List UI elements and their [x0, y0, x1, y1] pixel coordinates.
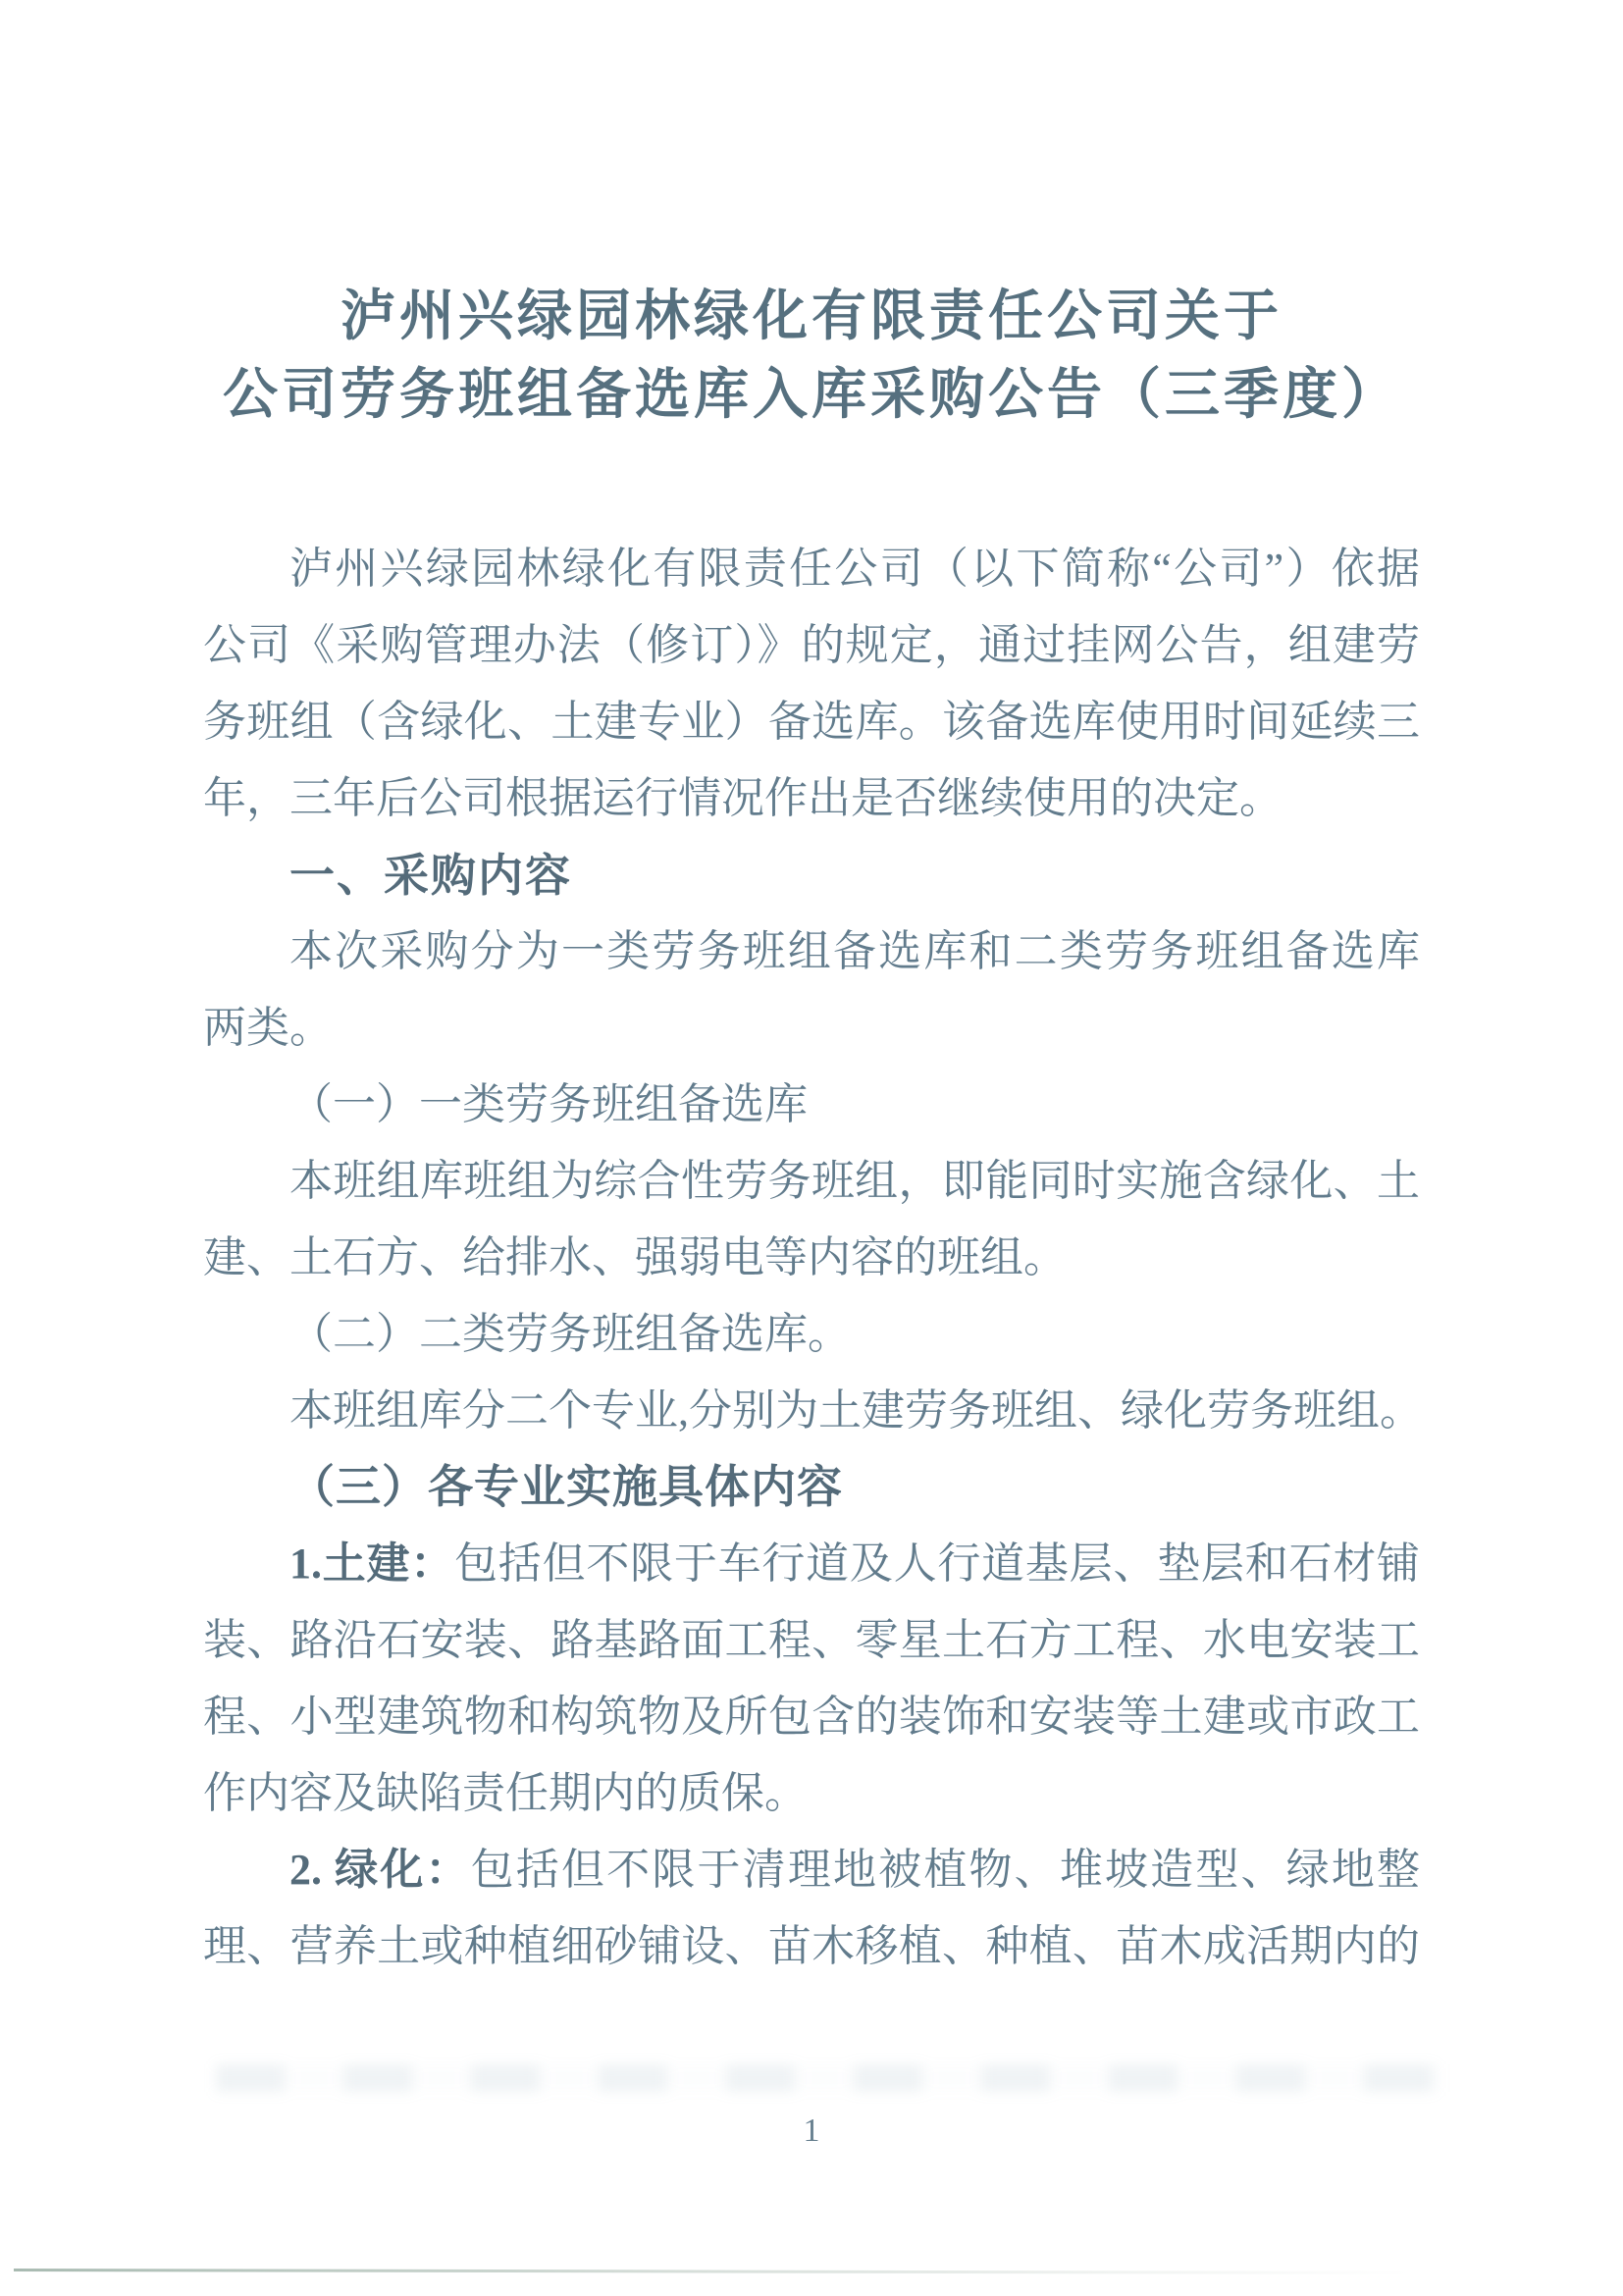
line-text: 本班组库班组为综合性劳务班组，即能同时实施含绿化、土 [289, 1157, 1420, 1205]
document-text-line [203, 913, 1420, 990]
line-text: 理、营养土或种植细砂铺设、苗木移植、种植、苗木成活期内的 [203, 1922, 1420, 1970]
document-text-line [203, 1296, 1420, 1373]
line-text: 年，三年后公司根据运行情况作出是否继续使用的决定。 [203, 774, 1283, 822]
line-text: 装、路沿石安装、路基路面工程、零星土石方工程、水电安装工 [203, 1616, 1420, 1664]
line-text: 本次采购分为一类劳务班组备选库和二类劳务班组备选库 [289, 927, 1420, 975]
document-text-line [203, 1908, 1420, 1985]
document-text-line [203, 1143, 1420, 1220]
line-text: 建、土石方、给排水、强弱电等内容的班组。 [203, 1233, 1067, 1281]
document-text-line [203, 1220, 1420, 1296]
document-text-line [203, 684, 1420, 760]
line-text: （一）一类劳务班组备选库 [289, 1080, 808, 1128]
document-text-line [203, 990, 1420, 1067]
document-text-line [203, 607, 1420, 684]
document-text-line [203, 1755, 1420, 1832]
line-text: （二）二类劳务班组备选库。 [289, 1310, 851, 1358]
document-title-line-2: 公司劳务班组备选库入库采购公告（三季度） [223, 363, 1400, 425]
page-number: 1 [803, 2113, 820, 2149]
document-text-line [203, 1067, 1420, 1143]
line-text: 作内容及缺陷责任期内的质保。 [203, 1769, 808, 1817]
line-text: 程、小型建筑物和构筑物及所包含的装饰和安装等土建或市政工 [203, 1693, 1420, 1741]
document-text-line [203, 837, 1420, 913]
document-text-line [203, 1449, 1420, 1526]
line-text: （三）各专业实施具体内容 [289, 1462, 843, 1512]
document-text-line [203, 760, 1420, 837]
document-text-line [203, 1602, 1420, 1679]
line-text: 一、采购内容 [289, 850, 572, 901]
scan-artifact-line [14, 2269, 1411, 2274]
document-text-line [203, 1832, 1420, 1908]
line-text: 本班组库分二个专业,分别为土建劳务班组、绿化劳务班组。 [289, 1386, 1423, 1435]
line-text: 包括但不限于车行道及人行道基层、垫层和石材铺 [454, 1539, 1421, 1588]
line-text: 务班组（含绿化、土建专业）备选库。该备选库使用时间延续三 [203, 698, 1420, 746]
document-text-line [203, 531, 1420, 607]
paragraph-lead: 2. 绿化： [289, 1846, 471, 1894]
document-title-line-1: 泸州兴绿园林绿化有限责任公司关于 [340, 285, 1283, 346]
line-text: 泸州兴绿园林绿化有限责任公司（以下简称“公司”）依据 [289, 545, 1420, 593]
scan-bleed-artifact [216, 2064, 1442, 2092]
document-body [203, 531, 1423, 1985]
document-text-line [203, 1526, 1420, 1602]
document-text-line [203, 1373, 1423, 1449]
document-text-line [203, 1679, 1420, 1755]
line-text: 两类。 [203, 1004, 333, 1052]
line-text: 公司《采购管理办法（修订）》的规定，通过挂网公告，组建劳 [203, 621, 1420, 669]
paragraph-lead: 1.土建： [289, 1539, 455, 1588]
line-text: 包括但不限于清理地被植物、堆坡造型、绿地整 [470, 1846, 1421, 1894]
document-title [0, 277, 1623, 434]
